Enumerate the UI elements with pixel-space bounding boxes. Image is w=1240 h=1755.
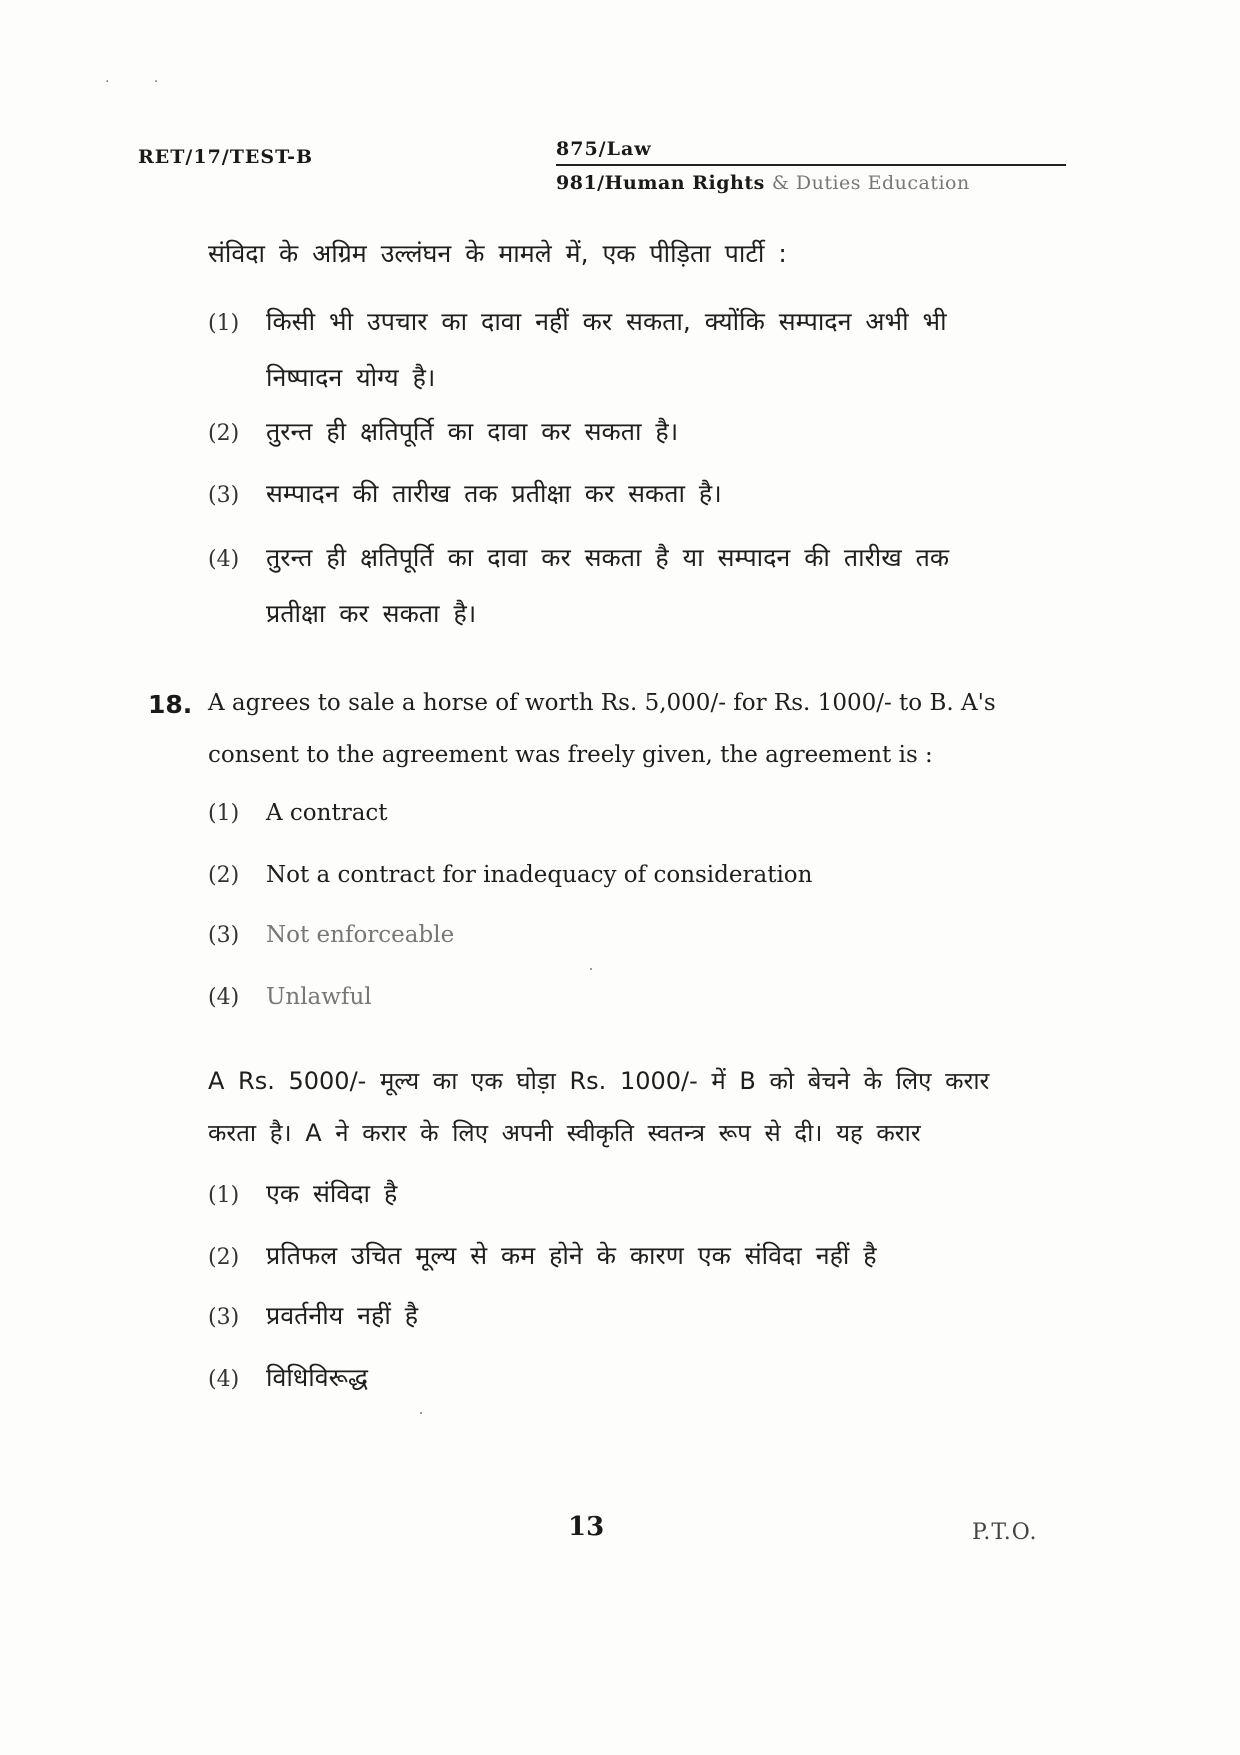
option-text: किसी भी उपचार का दावा नहीं कर सकता, क्योंकि सम्पादन अभी भी — [266, 307, 947, 336]
option-number: (3) — [208, 483, 240, 508]
option-number: (2) — [208, 1245, 240, 1270]
option-text: सम्पादन की तारीख तक प्रतीक्षा कर सकता है। — [266, 479, 722, 508]
option-number: (2) — [208, 863, 240, 888]
subject-line-2-faded: & Duties Education — [771, 172, 970, 194]
q18-option-1 — [208, 800, 388, 826]
option-number: (3) — [208, 1305, 240, 1330]
option-number: (1) — [208, 1183, 240, 1208]
option-number: (4) — [208, 547, 240, 572]
option-text: A contract — [266, 800, 388, 826]
option-text: एक संविदा है — [266, 1179, 398, 1208]
q17-hindi-stem: संविदा के अग्रिम उल्लंघन के मामले में, एक पीड़िता पार्टी : — [208, 239, 787, 268]
option-text: प्रवर्तनीय नहीं है — [266, 1301, 419, 1330]
option-text: Unlawful — [266, 984, 372, 1010]
option-text: विधिविरूद्ध — [266, 1363, 369, 1392]
q18-hindi-option-1 — [208, 1176, 397, 1210]
option-continuation: निष्पादन योग्य है। — [266, 363, 436, 392]
subject-header — [556, 138, 1076, 194]
q18-hindi-option-2 — [208, 1238, 877, 1272]
q18-option-2 — [208, 862, 812, 888]
option-number: (1) — [208, 311, 240, 336]
q17-hindi-option-1 — [208, 304, 947, 394]
scan-speck — [420, 1412, 422, 1414]
option-number: (4) — [208, 1367, 240, 1392]
pto-label: P.T.O. — [972, 1520, 1038, 1545]
option-number: (1) — [208, 801, 240, 826]
option-text: Not enforceable — [266, 922, 455, 948]
exam-code: RET/17/TEST-B — [138, 146, 314, 168]
option-number: (4) — [208, 985, 240, 1010]
subject-line-2-main: 981/Human Rights — [556, 172, 765, 194]
q18-hindi-option-3 — [208, 1298, 418, 1332]
scan-speck — [590, 968, 592, 970]
q18-option-3 — [208, 922, 454, 948]
option-number: (3) — [208, 923, 240, 948]
q17-hindi-option-2 — [208, 414, 678, 448]
q18-stem-line-1: A agrees to sale a horse of worth Rs. 5,000/- for Rs. 1000/- to B. A's — [208, 690, 996, 716]
q17-hindi-option-3 — [208, 476, 722, 510]
page-number: 13 — [568, 1512, 605, 1542]
option-text: Not a contract for inadequacy of consideration — [266, 862, 813, 888]
subject-line-1: 875/Law — [556, 138, 1066, 166]
scan-artifact: · · — [105, 74, 179, 90]
question-number: 18. — [148, 690, 193, 719]
option-text: प्रतिफल उचित मूल्य से कम होने के कारण एक संविदा नहीं है — [266, 1241, 877, 1270]
option-continuation: प्रतीक्षा कर सकता है। — [266, 599, 477, 628]
q18-option-4 — [208, 984, 372, 1010]
q18-hindi-option-4 — [208, 1360, 368, 1394]
option-text: तुरन्त ही क्षतिपूर्ति का दावा कर सकता है या सम्पादन की तारीख तक — [266, 543, 950, 572]
q18-hindi-stem-line-1: A Rs. 5000/- मूल्य का एक घोड़ा Rs. 1000/- में B को बेचने के लिए करार — [208, 1067, 990, 1095]
q18-hindi-stem-line-2: करता है। A ने करार के लिए अपनी स्वीकृति स्वतन्त्र रूप से दी। यह करार — [208, 1119, 921, 1147]
q18-stem-line-2: consent to the agreement was freely given, the agreement is : — [208, 742, 933, 768]
q17-hindi-option-4 — [208, 540, 949, 630]
option-text: तुरन्त ही क्षतिपूर्ति का दावा कर सकता है। — [266, 417, 679, 446]
option-number: (2) — [208, 421, 240, 446]
subject-line-2 — [556, 166, 1076, 194]
